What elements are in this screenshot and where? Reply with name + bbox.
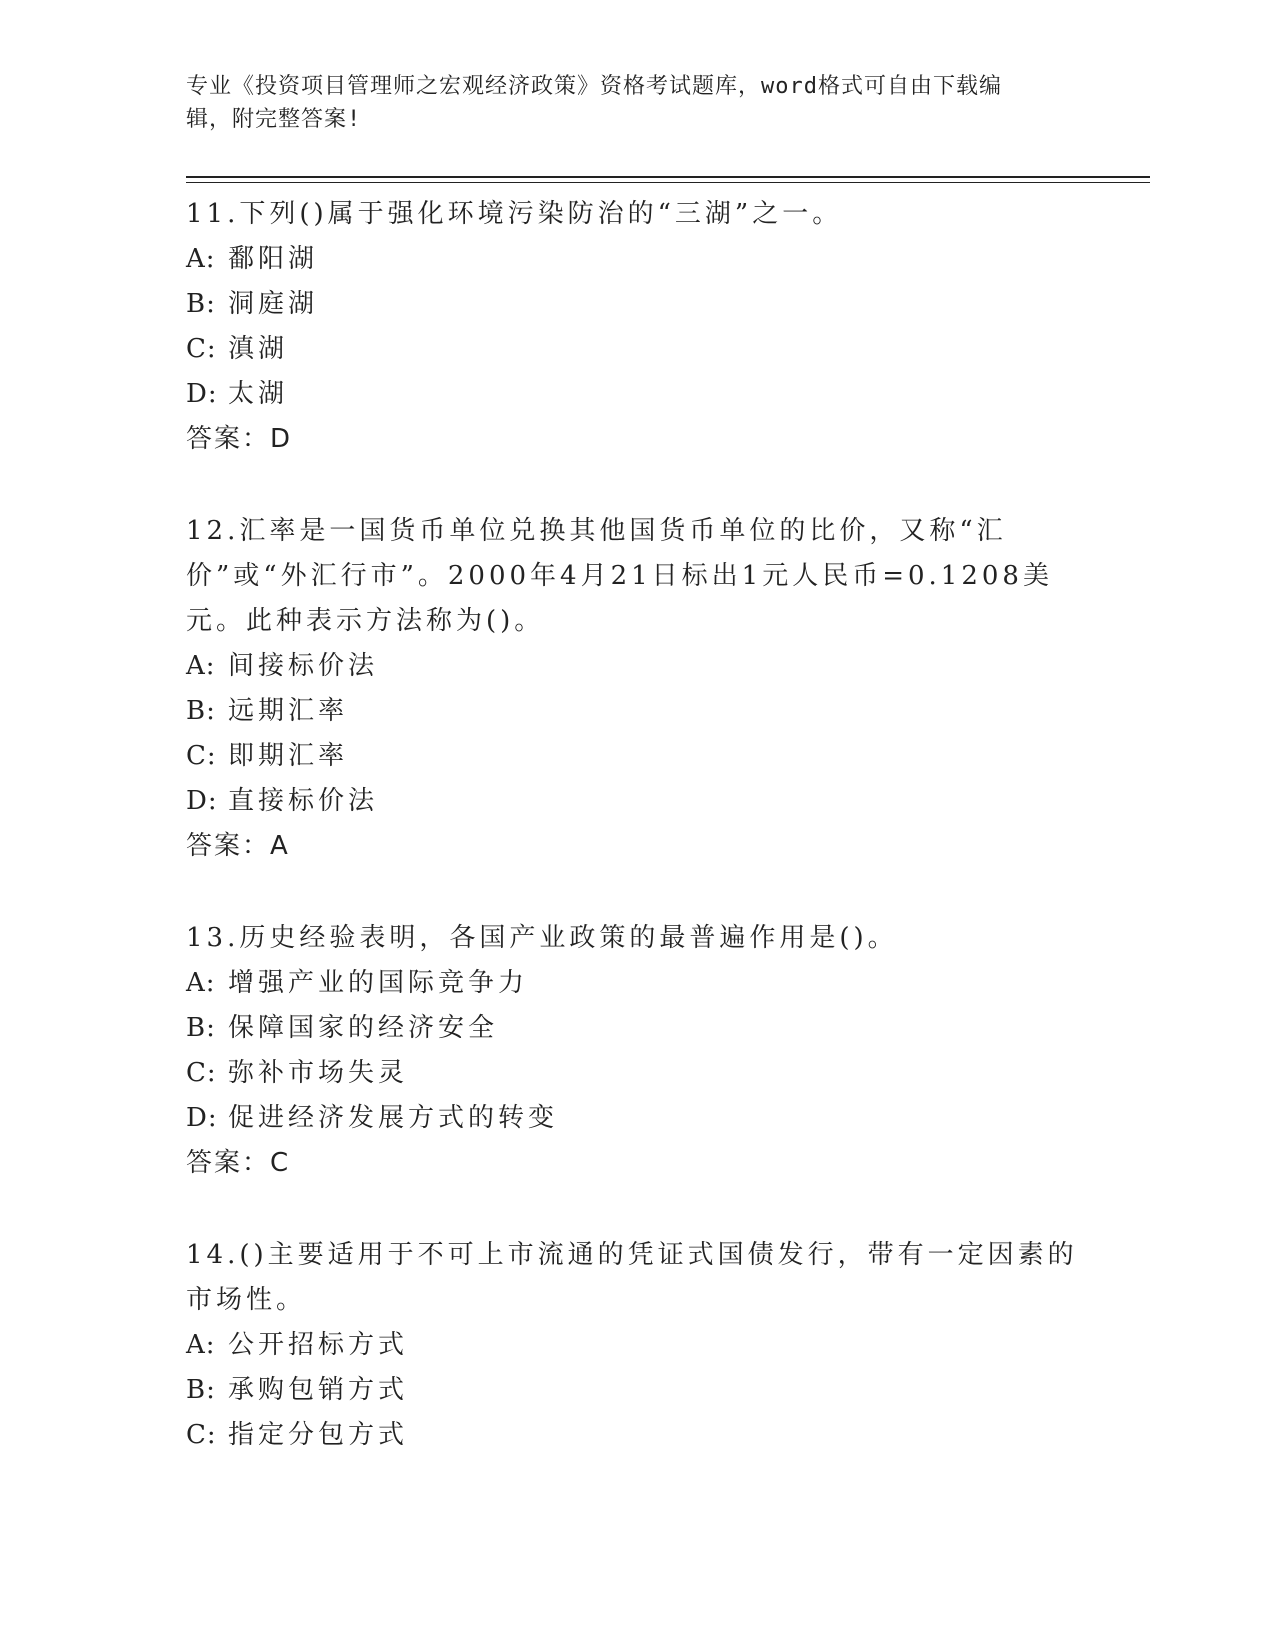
option-letter: D: [186,1103,218,1133]
option-d [186,779,1086,824]
option-letter: C: [186,1420,217,1450]
option-b [186,1368,1086,1413]
option-text: 增强产业的国际竞争力 [228,968,529,998]
option-d [186,372,1086,417]
option-text: 太湖 [228,379,289,409]
question-stem: 12.汇率是一国货币单位兑换其他国货币单位的比价，又称“汇价”或“外汇行市”。2000年4月21日标出1元人民币=0.1208美元。此种表示方法称为()。 [186,516,1053,636]
option-a [186,1323,1086,1368]
option-c [186,734,1086,779]
answer-line: 答案：A [186,831,290,861]
question-14 [186,1233,1086,1458]
option-c [186,1413,1086,1458]
option-d [186,1096,1086,1141]
option-text: 间接标价法 [228,651,379,681]
option-letter: B: [186,1013,216,1043]
question-12 [186,509,1086,869]
option-letter: C: [186,334,217,364]
option-text: 远期汇率 [228,696,349,726]
option-b [186,689,1086,734]
option-text: 保障国家的经济安全 [228,1013,499,1043]
question-list [186,192,1086,1505]
option-c [186,327,1086,372]
option-text: 弥补市场失灵 [228,1058,409,1088]
question-13 [186,916,1086,1186]
option-letter: D: [186,379,218,409]
option-text: 滇湖 [228,334,289,364]
option-letter: B: [186,696,216,726]
question-11 [186,192,1086,462]
option-letter: A: [186,651,216,681]
option-text: 洞庭湖 [228,289,319,319]
option-a [186,644,1086,689]
option-text: 鄱阳湖 [228,244,319,274]
header-divider-thick [186,176,1150,178]
option-a [186,961,1086,1006]
answer-line: 答案：C [186,1148,291,1178]
document-header [186,70,1066,136]
option-b [186,1006,1086,1051]
header-divider-thin [186,182,1150,183]
option-letter: A: [186,1330,216,1360]
option-a [186,237,1086,282]
option-b [186,282,1086,327]
header-line-1: 专业《投资项目管理师之宏观经济政策》资格考试题库，word格式可自由下载编 [186,74,1002,99]
option-letter: D: [186,786,218,816]
answer-line: 答案：D [186,424,293,454]
option-letter: A: [186,244,216,274]
option-text: 即期汇率 [228,741,349,771]
question-stem: 11.下列()属于强化环境污染防治的“三湖”之一。 [186,199,843,229]
option-text: 承购包销方式 [228,1375,409,1405]
option-text: 促进经济发展方式的转变 [228,1103,559,1133]
question-stem: 13.历史经验表明，各国产业政策的最普遍作用是()。 [186,923,898,953]
option-letter: C: [186,1058,217,1088]
option-text: 指定分包方式 [228,1420,409,1450]
option-c [186,1051,1086,1096]
option-text: 直接标价法 [228,786,379,816]
option-letter: B: [186,1375,216,1405]
option-letter: A: [186,968,216,998]
question-stem: 14.()主要适用于不可上市流通的凭证式国债发行，带有一定因素的市场性。 [186,1240,1078,1315]
option-letter: C: [186,741,217,771]
option-text: 公开招标方式 [228,1330,409,1360]
header-line-2: 辑，附完整答案! [186,107,362,132]
option-letter: B: [186,289,216,319]
